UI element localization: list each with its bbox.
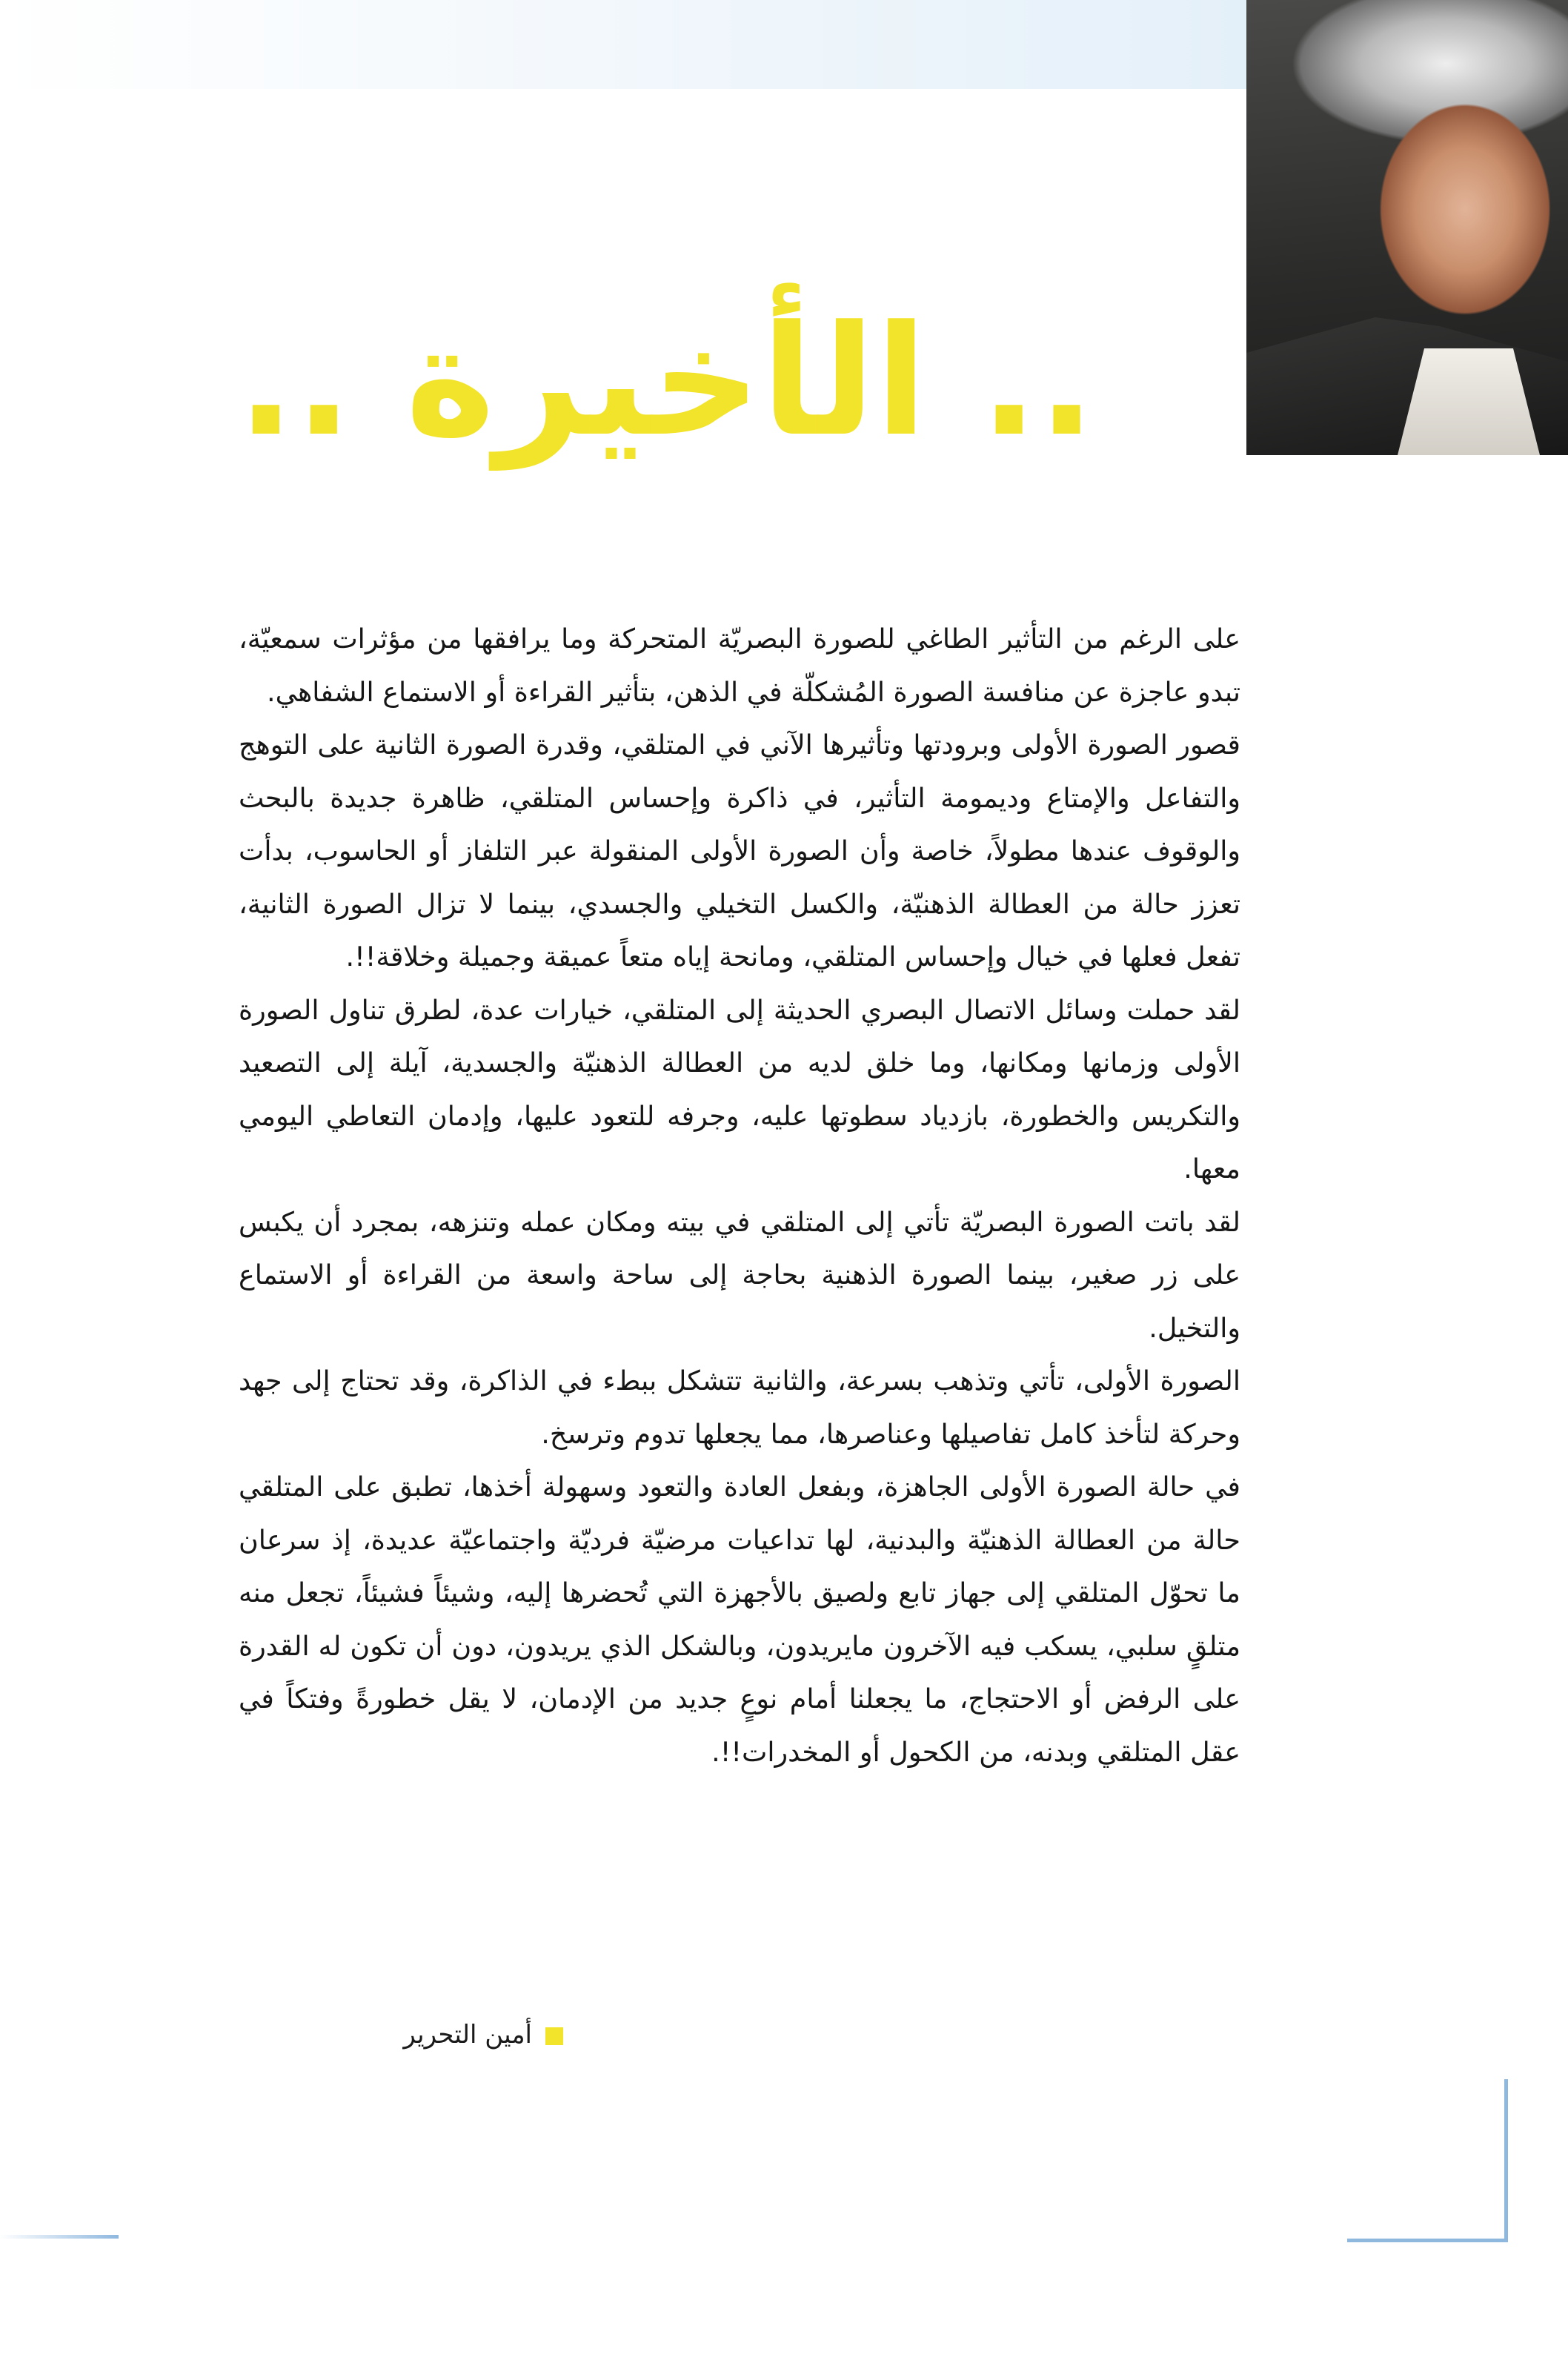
header-band [0, 0, 1252, 89]
article-paragraph-3: لقد حملت وسائل الاتصال البصري الحديثة إلى المتلقي، خيارات عدة، لطرق تناول الصورة الأولى وزمانها ومكانها، وما خلق لديه من العطالة الذهنيّة والجسدية، آيلة إلى التصعيد والتكريس والخطورة، بازدياد سطوتها عليه، وجرفه للتعود عليها، وإدمان التعاطي اليومي معها. [239, 993, 1240, 1185]
article-paragraph-6: في حالة الصورة الأولى الجاهزة، وبفعل العادة والتعود وسهولة أخذها، تطبق على المتلقي حالة من العطالة الذهنيّة والبدنية، لها تداعيات مرضيّة فرديّة واجتماعيّة عديدة، إذ سرعان ما تحوّل المتلقي إلى جهاز تابع ولصيق بالأجهزة التي تُحضرها إليه، وشيئاً فشيئاً، تجعل منه متلقٍ سلبي، يسكب فيه الآخرون مايريدون، وبالشكل الذي يريدون، دون أن تكون له القدرة على الرفض أو الاحتجاج، ما يجعلنا أمام نوعٍ جديد من الإدمان، لا يقل خطورةً وفتكاً في عقل المتلقي وبدنه، من الكحول أو المخدرات!!. [239, 1471, 1240, 1768]
corner-line-vertical [1504, 2079, 1508, 2242]
article-paragraph-5: الصورة الأولى، تأتي وتذهب بسرعة، والثانية تتشكل ببطء في الذاكرة، وقد تحتاج إلى جهد وحركة لتأخذ كامل تفاصيلها وعناصرها، مما يجعلها تدوم وترسخ. [239, 1365, 1240, 1450]
article-paragraph-4: لقد باتت الصورة البصريّة تأتي إلى المتلقي في بيته ومكان عمله وتنزهه، بمجرد أن يكبس على زر صغير، بينما الصورة الذهنية بحاجة إلى ساحة واسعة من القراءة أو الاستماع والتخيل. [239, 1205, 1240, 1344]
signature-square-icon [545, 2027, 563, 2045]
page-title-container [237, 293, 1223, 471]
signature-text: أمين التحرير [403, 2020, 532, 2050]
corner-line-horizontal [1347, 2239, 1508, 2242]
author-portrait [1246, 0, 1568, 455]
article-paragraph-2: قصور الصورة الأولى وبرودتها وتأثيرها الآني في المتلقي، وقدرة الصورة الثانية على التوهج والتفاعل والإمتاع وديمومة التأثير، في ذاكرة وإحساس المتلقي، ظاهرة جديدة بالبحث والوقوف عندها مطولاً، خاصة وأن الصورة الأولى المنقولة عبر التلفاز أو الحاسوب، بدأت تعزز حالة من العطالة الذهنيّة، والكسل التخيلي والجسدي، بينما لا تزال الصورة الثانية، تفعل فعلها في خيال وإحساس المتلقي، ومانحة إياه متعاً عميقة وجميلة وخلاقة!!. [239, 729, 1240, 973]
article-paragraph-1: على الرغم من التأثير الطاغي للصورة البصريّة المتحركة وما يرافقها من مؤثرات سمعيّة، تبدو عاجزة عن منافسة الصورة المُشكلّة في الذهن، بتأثير القراءة أو الاستماع الشفاهي. [239, 623, 1240, 708]
editorial-article [239, 612, 1240, 1991]
editor-signature [296, 2016, 563, 2053]
page-title: .. الأخيرة .. [237, 294, 1096, 470]
bottom-left-rule [0, 2235, 119, 2239]
